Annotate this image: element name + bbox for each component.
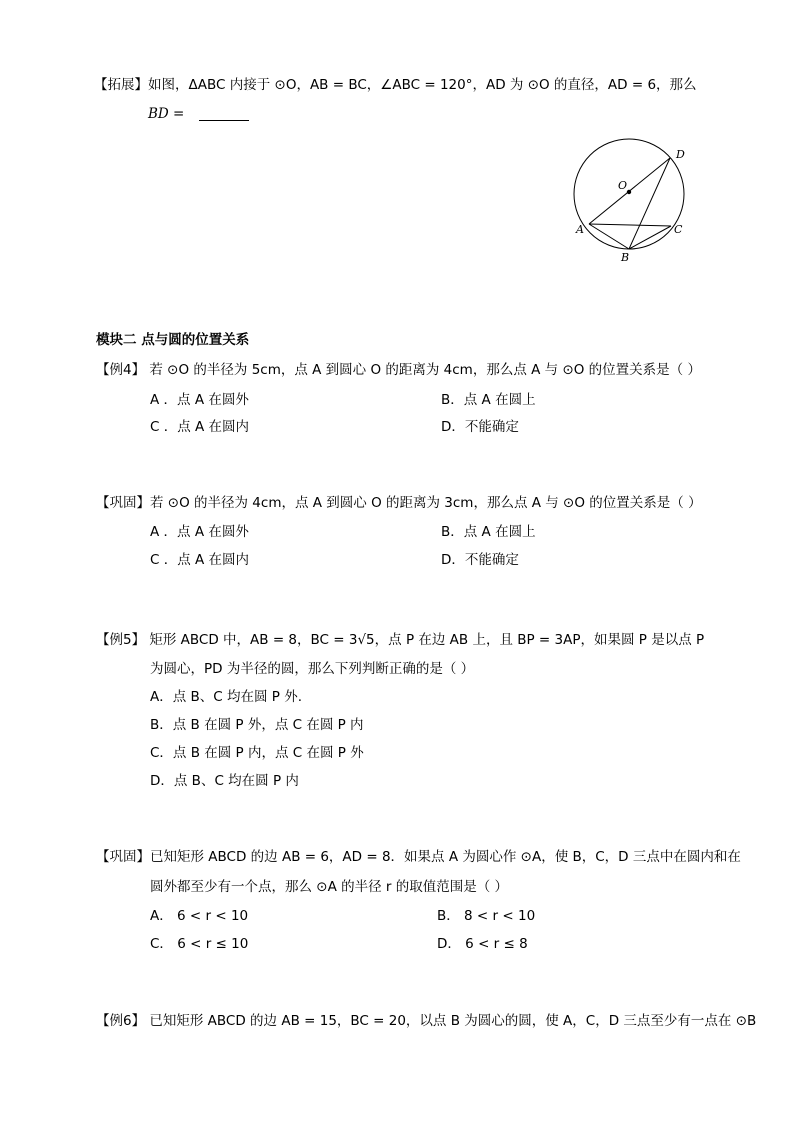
ex5-option-c: C．点 B 在圆 P 内，点 C 在圆 P 外 — [150, 745, 364, 761]
ex4-option-d: D．不能确定 — [441, 419, 519, 435]
label-a: A — [576, 223, 584, 236]
segment-bd — [629, 158, 670, 249]
ex5-option-a: A．点 B、C 均在圆 P 外. — [150, 689, 303, 705]
ex5-option-d: D．点 B、C 均在圆 P 内 — [150, 773, 299, 789]
ex4-stem: 【例4】 若 ⊙O 的半径为 5cm，点 A 到圆心 O 的距离为 4cm，那么点 A 与 ⊙O 的位置关系是（ ） — [96, 362, 701, 378]
gu2-stem-line2: 圆外都至少有一个点，那么 ⊙A 的半径 r 的取值范围是（ ） — [150, 879, 509, 895]
ex4-option-c: C ．点 A 在圆内 — [150, 419, 250, 435]
gu2-option-d: D． 6 < r ≤ 8 — [437, 936, 528, 952]
ex4-option-b: B．点 A 在圆上 — [441, 392, 536, 408]
ex5-stem-line1: 【例5】 矩形 ABCD 中，AB = 8，BC = 3√5，点 P 在边 AB 上，且 BP = 3AP，如果圆 P 是以点 P — [96, 632, 705, 648]
label-b: B — [621, 251, 630, 264]
gu1-option-d: D．不能确定 — [441, 552, 519, 568]
gu1-stem: 【巩固】若 ⊙O 的半径为 4cm，点 A 到圆心 O 的距离为 3cm，那么点 A 与 ⊙O 的位置关系是（ ） — [96, 495, 702, 511]
gu1-option-c: C ．点 A 在圆内 — [150, 552, 250, 568]
gu1-option-b: B．点 A 在圆上 — [441, 524, 536, 540]
ex4-option-a: A ．点 A 在圆外 — [150, 392, 249, 408]
gu2-stem-line1: 【巩固】已知矩形 ABCD 的边 AB = 6，AD = 8．如果点 A 为圆心作 ⊙A，使 B，C，D 三点中在圆内和在 — [96, 849, 741, 865]
segment-bc — [629, 226, 671, 249]
circle-figure — [565, 136, 705, 266]
segment-ac — [589, 224, 671, 226]
label-d: D — [676, 148, 685, 161]
module2-heading: 模块二 点与圆的位置关系 — [96, 332, 250, 348]
label-c: C — [674, 223, 683, 236]
answer-blank — [199, 106, 249, 121]
bd-label: BD = — [148, 106, 185, 122]
expand-question-line1: 【拓展】如图，ΔABC 内接于 ⊙O，AB = BC，∠ABC = 120°，AD 为 ⊙O 的直径，AD = 6，那么 — [94, 77, 697, 93]
gu1-option-a: A ．点 A 在圆外 — [150, 524, 249, 540]
ex5-option-b: B．点 B 在圆 P 外，点 C 在圆 P 内 — [150, 717, 364, 733]
expand-question-line2 — [148, 105, 249, 123]
ex5-stem-line2: 为圆心，PD 为半径的圆，那么下列判断正确的是（ ） — [150, 661, 475, 677]
gu2-option-b: B． 8 < r < 10 — [437, 908, 536, 924]
center-dot — [627, 190, 631, 194]
gu2-option-a: A． 6 < r < 10 — [150, 908, 249, 924]
label-o: O — [618, 179, 628, 192]
ex6-stem: 【例6】 已知矩形 ABCD 的边 AB = 15，BC = 20，以点 B 为圆心的圆，使 A，C，D 三点至少有一点在 ⊙B — [96, 1013, 757, 1029]
gu2-option-c: C． 6 < r ≤ 10 — [150, 936, 249, 952]
